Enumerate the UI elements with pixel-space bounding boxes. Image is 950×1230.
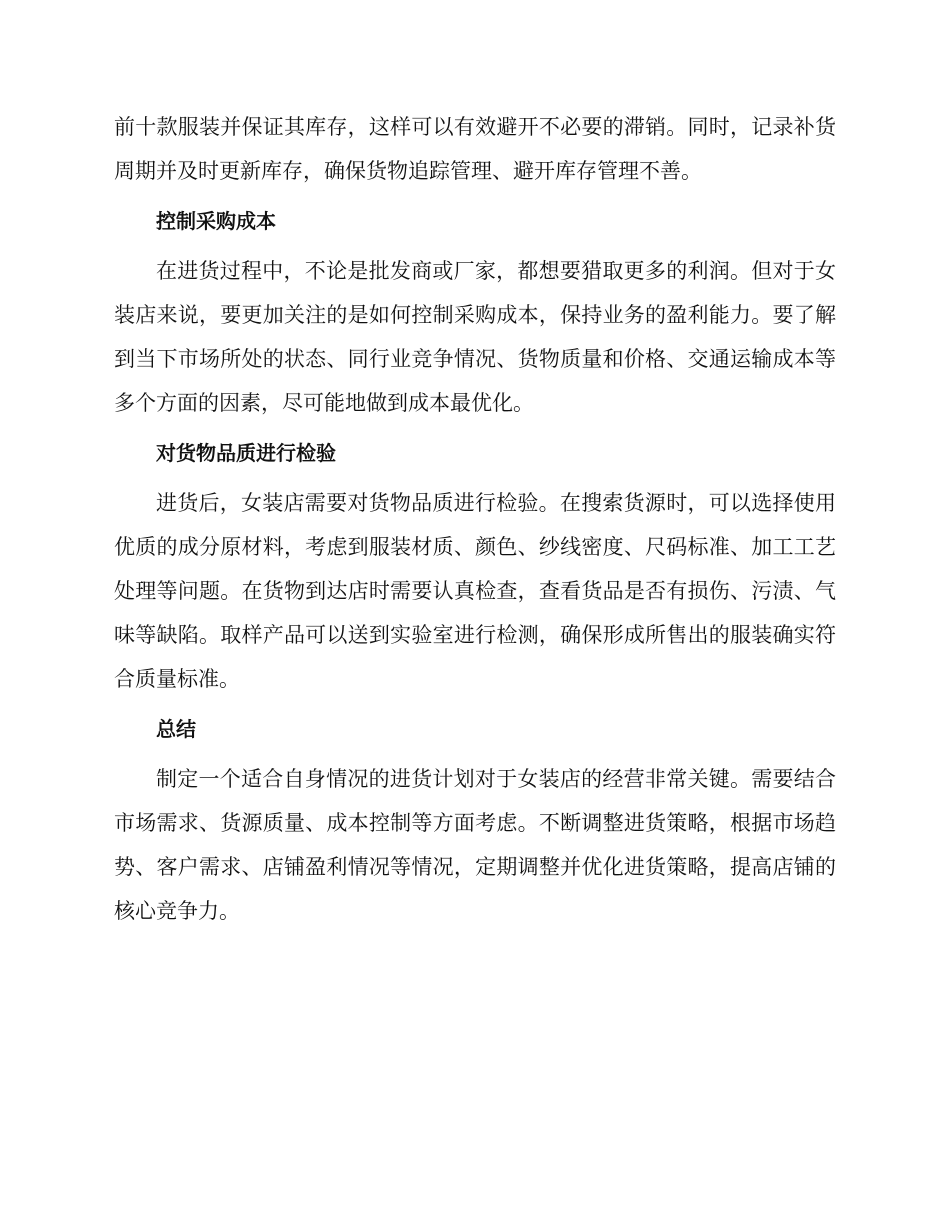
document-body	[114, 105, 836, 933]
section-heading-quality-inspection: 对货物品质进行检验	[156, 441, 336, 465]
section-body-summary: 制定一个适合自身情况的进货计划对于女装店的经营非常关键。需要结合市场需求、货源质量、成本控制等方面考虑。不断调整进货策略，根据市场趋势、客户需求、店铺盈利情况等情况，定期调整并优化进货策略，提高店铺的核心竞争力。	[114, 767, 836, 923]
section-heading-summary: 总结	[156, 717, 196, 741]
section-body-quality-inspection: 进货后，女装店需要对货物品质进行检验。在搜索货源时，可以选择使用优质的成分原材料，考虑到服装材质、颜色、纱线密度、尺码标准、加工工艺处理等问题。在货物到达店时需要认真检查，查看货品是否有损伤、污渍、气味等缺陷。取样产品可以送到实验室进行检测，确保形成所售出的服装确实符合质量标准。	[114, 491, 836, 691]
section-body-procurement-cost: 在进货过程中，不论是批发商或厂家，都想要猎取更多的利润。但对于女装店来说，要更加关注的是如何控制采购成本，保持业务的盈利能力。要了解到当下市场所处的状态、同行业竞争情况、货物质量和价格、交通运输成本等多个方面的因素，尽可能地做到成本最优化。	[114, 259, 836, 415]
intro-paragraph: 前十款服装并保证其库存，这样可以有效避开不必要的滞销。同时，记录补货周期并及时更新库存，确保货物追踪管理、避开库存管理不善。	[114, 115, 836, 183]
section-heading-procurement-cost: 控制采购成本	[156, 209, 276, 233]
